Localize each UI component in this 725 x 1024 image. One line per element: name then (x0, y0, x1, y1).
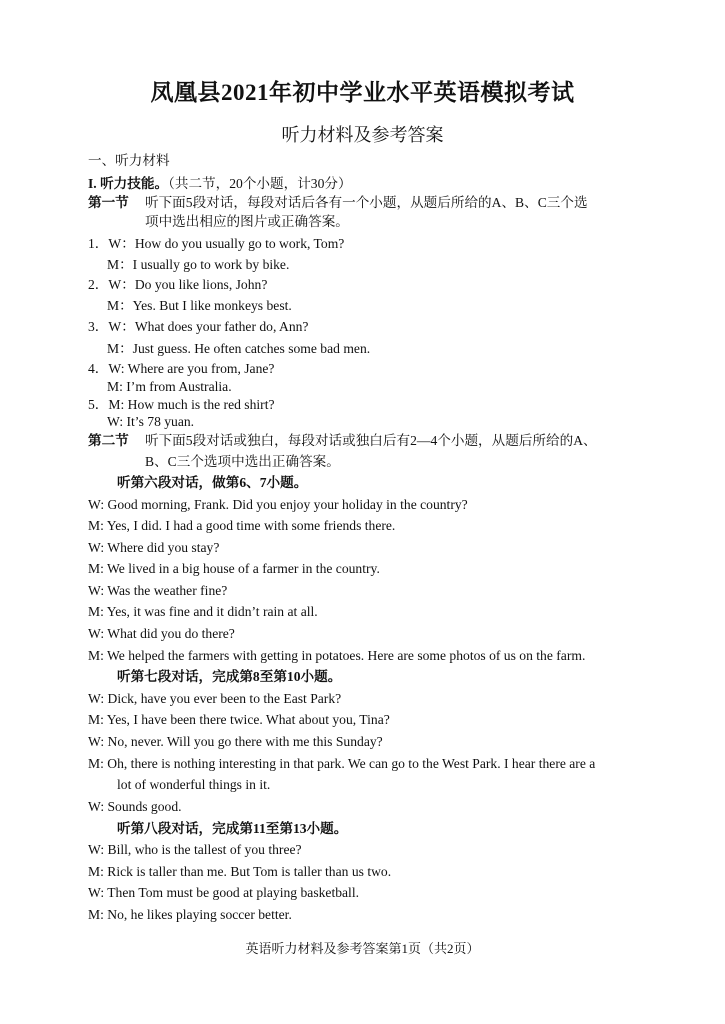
dialogue6-line: W: Where did you stay? (88, 540, 220, 555)
part1-heading (88, 175, 352, 193)
page-footer: 英语听力材料及参考答案第1页（共2页） (245, 941, 480, 956)
dialogue-3-line1 (88, 318, 308, 336)
dialogue-2-line1 (88, 276, 267, 294)
dialogue-number: 3． (88, 319, 109, 334)
part1-label: I. 听力技能。 (88, 176, 169, 191)
dialogue-text: W: Where are you from, Jane? (108, 361, 275, 376)
dialogue-5-line1 (88, 396, 275, 414)
dialogue6-line: M: Yes, I did. I had a good time with some friends there. (88, 518, 396, 533)
dialogue6-line: W: Was the weather fine? (88, 583, 228, 598)
dialogue-number: 2． (88, 277, 109, 292)
dialogue-text: W：Do you like lions, John? (108, 277, 268, 292)
section1-label: 第一节 (88, 195, 129, 210)
dialogue-number: 5． (88, 397, 109, 412)
dialogue-2-line2: M：Yes. But I like monkeys best. (107, 298, 292, 313)
dialogue8-line: W: Bill, who is the tallest of you three? (88, 842, 302, 857)
dialogue6-line: M: Yes, it was fine and it didn’t rain at all. (88, 604, 318, 619)
dialogue-3-line2: M：Just guess. He often catches some bad men. (107, 341, 371, 356)
dialogue-number: 4． (88, 361, 109, 376)
dialogue7-line: M: Oh, there is nothing interesting in that park. We can go to the West Park. I hear there are a (88, 756, 596, 771)
section2-label: 第二节 (88, 433, 129, 448)
dialogue8-line: M: Rick is taller than me. But Tom is taller than us two. (88, 864, 392, 879)
part1-note: （共二节，20个小题，计30分） (168, 176, 352, 191)
dialogue6-line: M: We helped the farmers with getting in potatoes. Here are some photos of us on the farm. (88, 648, 586, 663)
document-title: 凤凰县2021年初中学业水平英语模拟考试 (150, 80, 575, 105)
dialogue-text: M: How much is the red shirt? (108, 397, 275, 412)
section1-instruction-line1: 听下面5段对话，每段对话后各有一个小题，从题后所给的A、B、C三个选 (145, 195, 588, 210)
dialogue-5-line2: W: It’s 78 yuan. (107, 414, 195, 429)
dialogue-number: 1． (88, 236, 109, 251)
dialogue8-line: W: Then Tom must be good at playing basketball. (88, 885, 360, 900)
dialogue-text: W：How do you usually go to work, Tom? (108, 236, 345, 251)
dialogue6-line: M: We lived in a big house of a farmer in the country. (88, 561, 380, 576)
section1-instruction-line2: 项中选出相应的图片或正确答案。 (145, 214, 349, 229)
dialogue6-heading: 听第六段对话，做第6、7小题。 (117, 475, 308, 490)
dialogue8-line: M: No, he likes playing soccer better. (88, 907, 292, 922)
section-heading: 一、听力材料 (88, 153, 170, 168)
dialogue7-line: M: Yes, I have been there twice. What about you, Tina? (88, 712, 390, 727)
dialogue7-line: W: Dick, have you ever been to the East Park? (88, 691, 342, 706)
dialogue7-line: W: Sounds good. (88, 799, 182, 814)
document-subtitle: 听力材料及参考答案 (281, 125, 444, 145)
dialogue7-heading: 听第七段对话，完成第8至第10小题。 (117, 669, 342, 684)
dialogue-4-line1 (88, 360, 274, 378)
dialogue8-heading: 听第八段对话，完成第11至第13小题。 (117, 821, 348, 836)
dialogue7-line: W: No, never. Will you go there with me this Sunday? (88, 734, 383, 749)
dialogue6-line: W: What did you do there? (88, 626, 235, 641)
dialogue-4-line2: M: I’m from Australia. (107, 379, 232, 394)
dialogue-text: W：What does your father do, Ann? (108, 319, 309, 334)
section2-instruction-line1: 听下面5段对话或独白，每段对话或独白后有2—4个小题，从题后所给的A、 (145, 433, 597, 448)
dialogue-1-line2: M：I usually go to work by bike. (107, 257, 290, 272)
dialogue6-line: W: Good morning, Frank. Did you enjoy your holiday in the country? (88, 497, 468, 512)
section2-instruction-line2: B、C三个选项中选出正确答案。 (145, 454, 340, 469)
dialogue7-continuation: lot of wonderful things in it. (117, 777, 271, 792)
dialogue-1-line1 (88, 235, 344, 253)
